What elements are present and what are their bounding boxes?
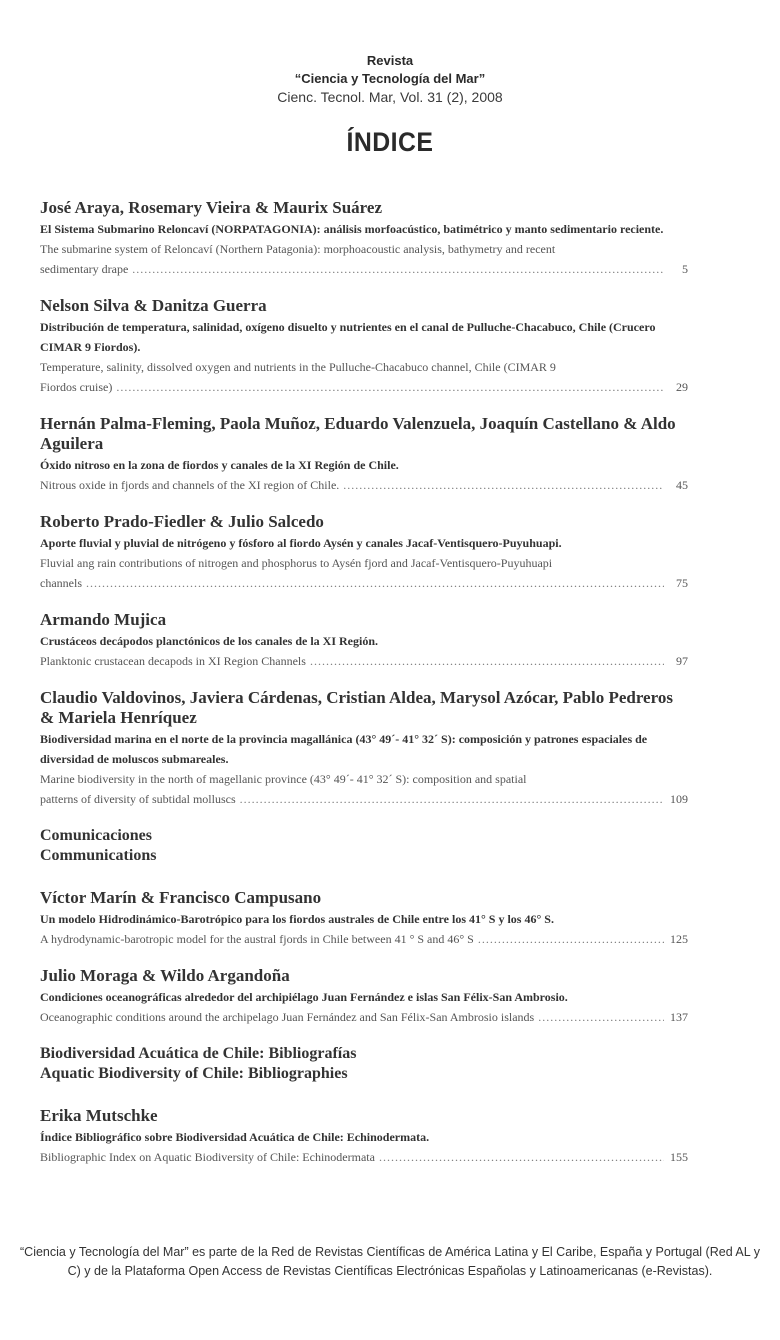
entry-title-en-end: Oceanographic conditions around the archipelago Juan Fernández and San Félix-San Ambrosio islands (40, 1010, 535, 1024)
entry-title-es: El Sistema Submarino Reloncaví (NORPATAGONIA): análisis morfoacústico, batimétrico y manto sedimentario reciente. (40, 222, 664, 236)
entry-title-en-end: A hydrodynamic-barotropic model for the austral fjords in Chile between 41 ° S and 46° S (40, 932, 474, 946)
entry-authors: Víctor Marín & Francisco Campusano (40, 888, 322, 907)
entry-title-es: Óxido nitroso en la zona de fiordos y canales de la XI Región de Chile. (40, 458, 399, 472)
section-heading-es: Biodiversidad Acuática de Chile: Bibliografías (40, 1045, 357, 1062)
entry-title-es: Biodiversidad marina en el norte de la provincia magallánica (43° 49´- 41° 32´ S): composición y patrones espaciales de diversidad de moluscos submareales. (40, 732, 648, 766)
toc-entry (40, 512, 688, 593)
entry-page-number: 45 (676, 478, 688, 492)
section-heading-en: Aquatic Biodiversity of Chile: Bibliographies (40, 1065, 348, 1082)
footer-note: “Ciencia y Tecnología del Mar” es parte de la Red de Revistas Científicas de América Latina y El Caribe, España y Portugal (Red AL y C) y de la Plataforma Open Access de Revistas Científicas Electrónicas Españolas y Latinoamericanas (e-Revistas). (20, 1245, 760, 1278)
section-heading-es: Comunicaciones (40, 827, 152, 844)
journal-citation: Cienc. Tecnol. Mar, Vol. 31 (2), 2008 (277, 89, 503, 105)
entry-title-en: Temperature, salinity, dissolved oxygen and nutrients in the Pulluche-Chacabuco channel, Chile (CIMAR 9 (40, 360, 556, 374)
entry-title-en-last (40, 929, 688, 949)
toc-entry (40, 198, 688, 279)
journal-header (0, 52, 780, 158)
dot-leader (538, 1007, 664, 1027)
toc-entry (40, 414, 688, 495)
entry-title-en-end: sedimentary drape (40, 262, 129, 276)
toc-entry (40, 1106, 688, 1167)
entry-title-en-last (40, 475, 688, 495)
entry-title-es: Un modelo Hidrodinámico-Barotrópico para los fiordos australes de Chile entre los 41° S y los 46° S. (40, 912, 554, 926)
dot-leader (240, 789, 664, 809)
entry-title-en: The submarine system of Reloncaví (Northern Patagonia): morphoacoustic analysis, bathymetry and recent (40, 242, 556, 256)
entry-title-en-end: Fiordos cruise) (40, 380, 113, 394)
entry-title-en-last (40, 573, 688, 593)
journal-label: Revista (366, 53, 414, 68)
toc-entry (40, 888, 688, 949)
section-heading-communications (40, 826, 688, 866)
journal-name: “Ciencia y Tecnología del Mar” (294, 71, 486, 86)
entry-authors: José Araya, Rosemary Vieira & Maurix Suárez (40, 198, 382, 217)
toc-entry (40, 610, 688, 671)
entry-title-es: Distribución de temperatura, salinidad, oxígeno disuelto y nutrientes en el canal de Pulluche-Chacabuco, Chile (Crucero CIMAR 9 Fiordos). (40, 320, 656, 354)
entry-title-es: Aporte fluvial y pluvial de nitrógeno y fósforo al fiordo Aysén y canales Jacaf-Ventisquero-Puyuhuapi. (40, 536, 562, 550)
table-of-contents (40, 198, 688, 1184)
dot-leader (478, 929, 664, 949)
entry-title-en-end: Planktonic crustacean decapods in XI Region Channels (40, 654, 306, 668)
entry-title-en-last (40, 377, 688, 397)
entry-authors: Roberto Prado-Fiedler & Julio Salcedo (40, 512, 324, 531)
entry-title-es: Índice Bibliográfico sobre Biodiversidad Acuática de Chile: Echinodermata. (40, 1130, 430, 1144)
entry-page-number: 109 (670, 792, 688, 806)
toc-entry (40, 966, 688, 1027)
entry-title-en-end: channels (40, 576, 82, 590)
section-heading-en: Communications (40, 847, 157, 864)
section-heading-bibliographies (40, 1044, 688, 1084)
entry-title-en-end: Bibliographic Index on Aquatic Biodiversity of Chile: Echinodermata (40, 1150, 375, 1164)
dot-leader (116, 377, 664, 397)
entry-page-number: 97 (676, 654, 688, 668)
entry-authors: Erika Mutschke (40, 1106, 158, 1125)
entry-title-en-last (40, 651, 688, 671)
entry-authors: Hernán Palma-Fleming, Paola Muñoz, Eduardo Valenzuela, Joaquín Castellano & Aldo Aguilera (40, 414, 676, 453)
dot-leader (343, 475, 664, 495)
entry-title-en-last (40, 1147, 688, 1167)
toc-entry (40, 688, 688, 809)
dot-leader (379, 1147, 664, 1167)
entry-title-en: Marine biodiversity in the north of magellanic province (43° 49´- 41° 32´ S): composition and spatial (40, 772, 527, 786)
entry-title-es: Condiciones oceanográficas alrededor del archipiélago Juan Fernández e islas San Félix-San Ambrosio. (40, 990, 568, 1004)
entry-page-number: 137 (670, 1010, 688, 1024)
entry-authors: Julio Moraga & Wildo Argandoña (40, 966, 290, 985)
entry-title-en-end: patterns of diversity of subtidal molluscs (40, 792, 236, 806)
entry-page-number: 75 (676, 576, 688, 590)
page-title: ÍNDICE (346, 127, 434, 157)
entry-title-en-last (40, 1007, 688, 1027)
entry-authors: Nelson Silva & Danitza Guerra (40, 296, 267, 315)
entry-title-en-end: Nitrous oxide in fjords and channels of the XI region of Chile. (40, 478, 340, 492)
entry-authors: Armando Mujica (40, 610, 167, 629)
toc-entry (40, 296, 688, 397)
entry-page-number: 5 (682, 262, 688, 276)
entry-authors: Claudio Valdovinos, Javiera Cárdenas, Cristian Aldea, Marysol Azócar, Pablo Pedreros & Mariela Henríquez (40, 688, 673, 727)
entry-page-number: 155 (670, 1150, 688, 1164)
entry-title-en-last (40, 789, 688, 809)
entry-page-number: 29 (676, 380, 688, 394)
dot-leader (86, 573, 664, 593)
entry-title-en: Fluvial ang rain contributions of nitrogen and phosphorus to Aysén fjord and Jacaf-Ventisquero-Puyuhuapi (40, 556, 553, 570)
entry-page-number: 125 (670, 932, 688, 946)
dot-leader (310, 651, 664, 671)
dot-leader (132, 259, 664, 279)
entry-title-en-last (40, 259, 688, 279)
entry-title-es: Crustáceos decápodos planctónicos de los canales de la XI Región. (40, 634, 379, 648)
